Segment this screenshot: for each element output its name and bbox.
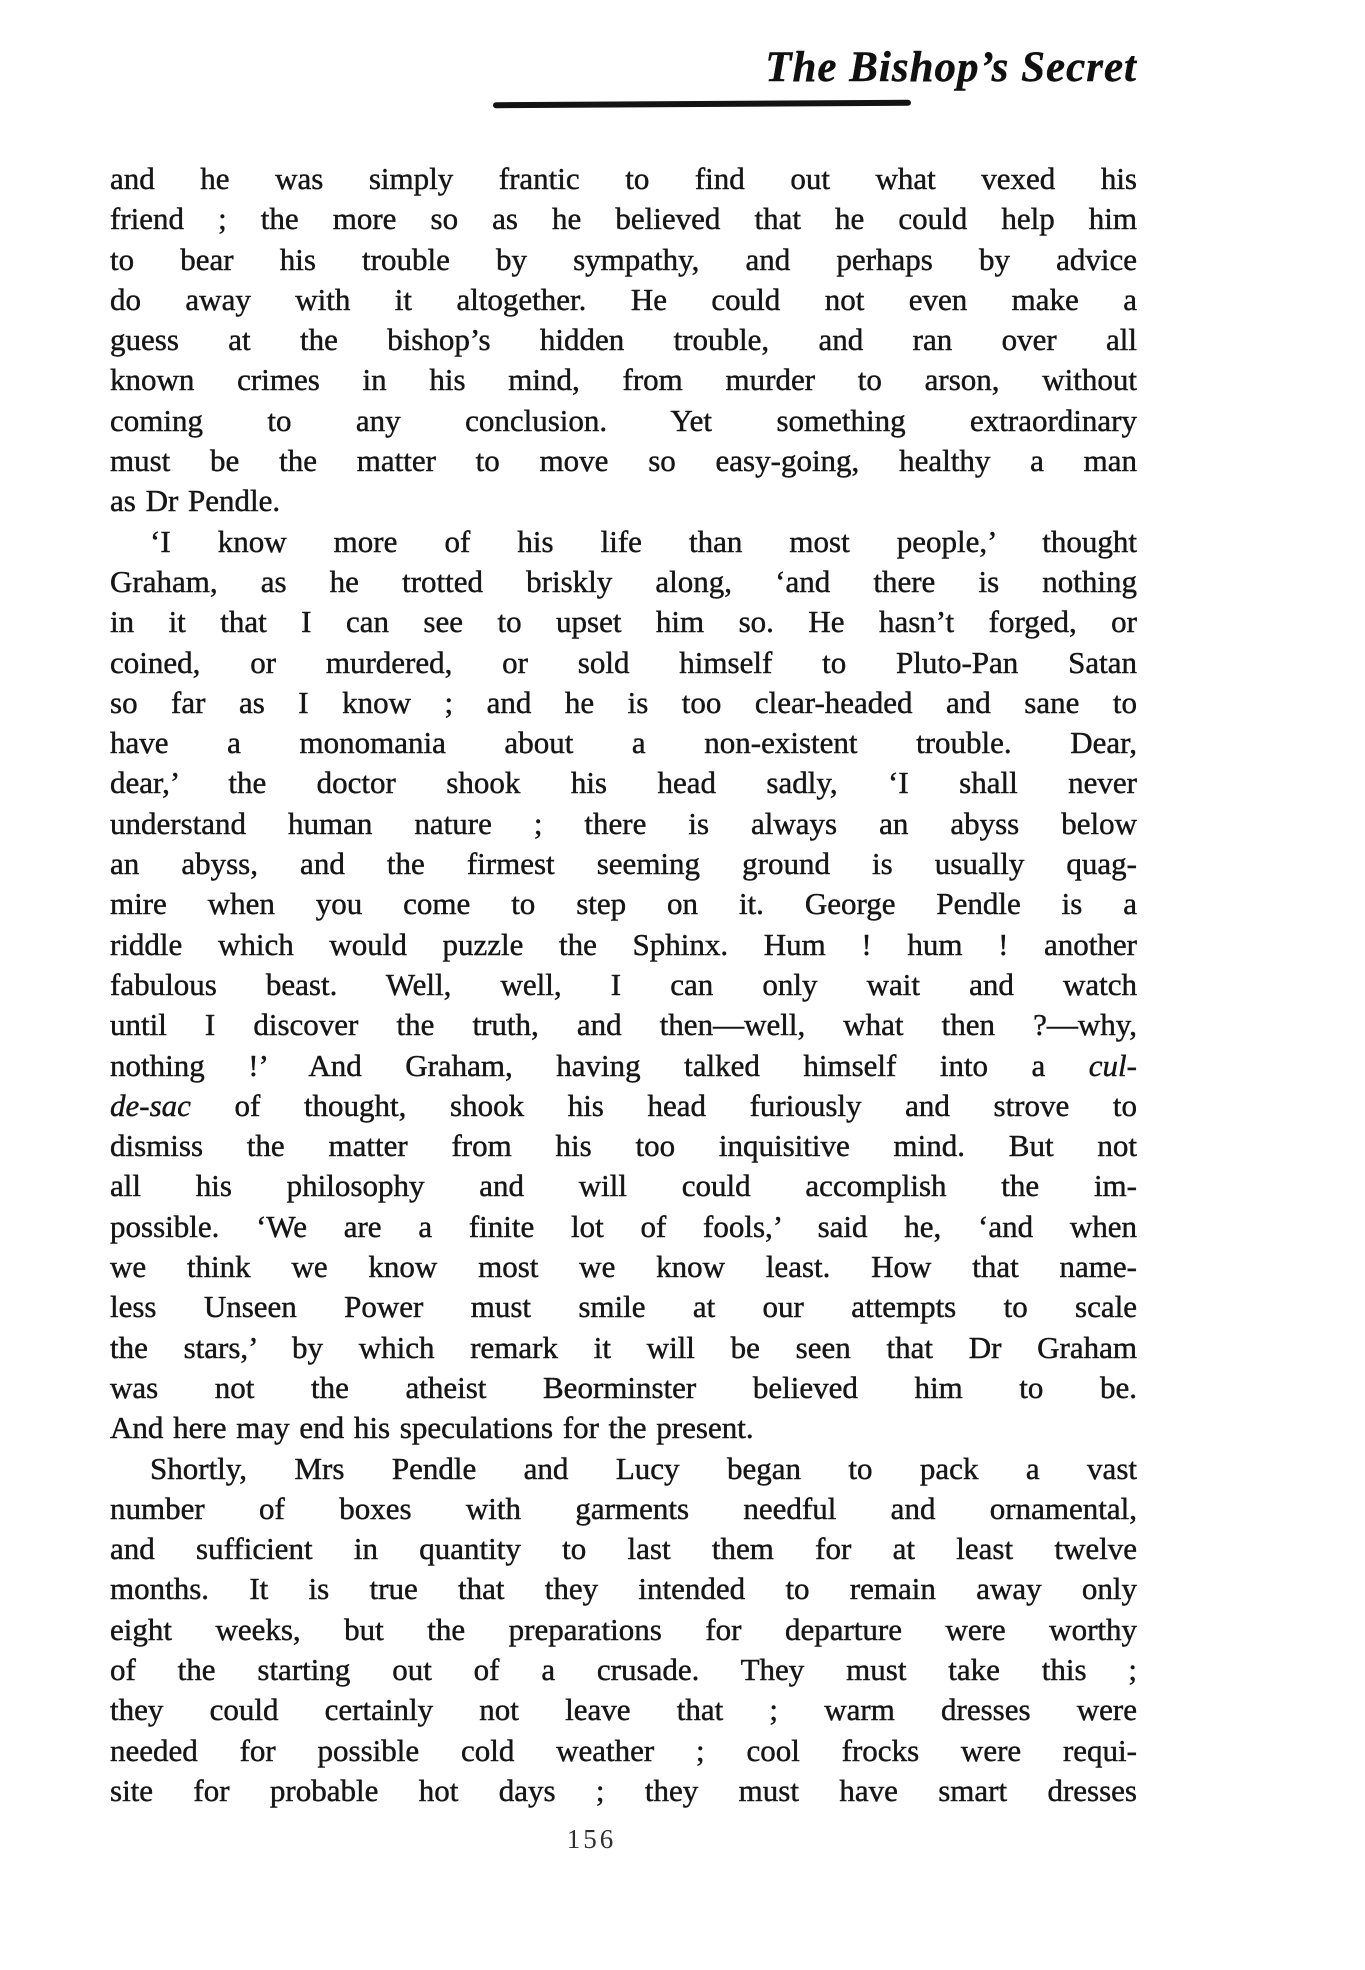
text-line: and sufficient in quantity to last them for at least twelve [110,1531,1137,1567]
text-line: the stars,’ by which remark it will be seen that Dr Graham [110,1329,1137,1365]
text-line: site for probable hot days ; they must have smart dresses [110,1772,1137,1808]
text-line: months. It is true that they intended to remain away only [110,1571,1137,1607]
text-line: so far as I know ; and he is too clear-headed and sane to [110,684,1137,720]
text-line: of the starting out of a crusade. They must take this ; [110,1651,1137,1687]
text-line: must be the matter to move so easy-going, healthy a man [110,443,1137,479]
text-line: riddle which would puzzle the Sphinx. Hum ! hum ! another [110,926,1137,962]
header-rule [493,100,911,109]
text-line: friend ; the more so as he believed that he could help him [110,201,1137,237]
paragraph [110,522,1137,1449]
italic-text: cul- [1088,1047,1137,1083]
text-line: as Dr Pendle. [110,483,281,519]
text-line: do away with it altogether. He could not even make a [110,281,1137,317]
text-line: known crimes in his mind, from murder to arson, without [110,362,1137,398]
text-line: to bear his trouble by sympathy, and perhaps by advice [110,241,1137,277]
paragraph [110,159,1137,522]
text-line: less Unseen Power must smile at our attempts to scale [110,1289,1137,1325]
text-line: dear,’ the doctor shook his head sadly, ‘I shall never [110,765,1137,801]
text-line: have a monomania about a non-existent trouble. Dear, [110,725,1137,761]
text-line: coined, or murdered, or sold himself to Pluto-Pan Satan [110,644,1137,680]
text-line: guess at the bishop’s hidden trouble, and ran over all [110,322,1137,358]
text-line: Graham, as he trotted briskly along, ‘and there is nothing [110,563,1137,599]
text-line: and he was simply frantic to find out what vexed his [110,161,1137,196]
text-line: we think we know most we know least. How that name- [110,1249,1137,1285]
running-header-title: The Bishop’s Secret [765,44,1137,91]
running-header [0,0,1365,107]
text-line: an abyss, and the firmest seeming ground is usually quag- [110,846,1137,882]
plain-text: nothing !’ And Graham, having talked himself into a [110,1047,1089,1083]
text-line: was not the atheist Beorminster believed him to be. [110,1369,1137,1405]
text-line: fabulous beast. Well, well, I can only wait and watch [110,966,1137,1002]
text-line [110,1046,1137,1086]
text-line: mire when you come to step on it. George Pendle is a [110,886,1137,922]
text-line: ‘I know more of his life than most people,’ thought [150,523,1137,559]
text-line: understand human nature ; there is always an abyss below [110,805,1137,841]
body-text [110,159,1137,1811]
text-line: needed for possible cold weather ; cool frocks were requi- [110,1732,1137,1768]
text-line: dismiss the matter from his too inquisitive mind. But not [110,1128,1137,1164]
text-line: number of boxes with garments needful and ornamental, [110,1490,1137,1526]
text-line: And here may end his speculations for the present. [110,1410,754,1446]
paragraph [110,1449,1137,1812]
text-line: they could certainly not leave that ; warm dresses were [110,1692,1137,1728]
plain-text: of thought, shook his head furiously and strove to [190,1087,1137,1123]
text-line: until I discover the truth, and then—well, what then ?—why, [110,1007,1137,1043]
text-line: Shortly, Mrs Pendle and Lucy began to pack a vast [150,1450,1137,1486]
italic-text: de-sac [110,1087,191,1123]
text-line [110,1086,1137,1126]
text-line: eight weeks, but the preparations for departure were worthy [110,1611,1137,1647]
text-line: in it that I can see to upset him so. He hasn’t forged, or [110,604,1137,640]
text-line: coming to any conclusion. Yet something extraordinary [110,402,1137,438]
text-line: all his philosophy and will could accomplish the im- [110,1168,1137,1204]
text-line: possible. ‘We are a finite lot of fools,’ said he, ‘and when [110,1208,1137,1244]
page-number: 156 [566,1824,617,1854]
